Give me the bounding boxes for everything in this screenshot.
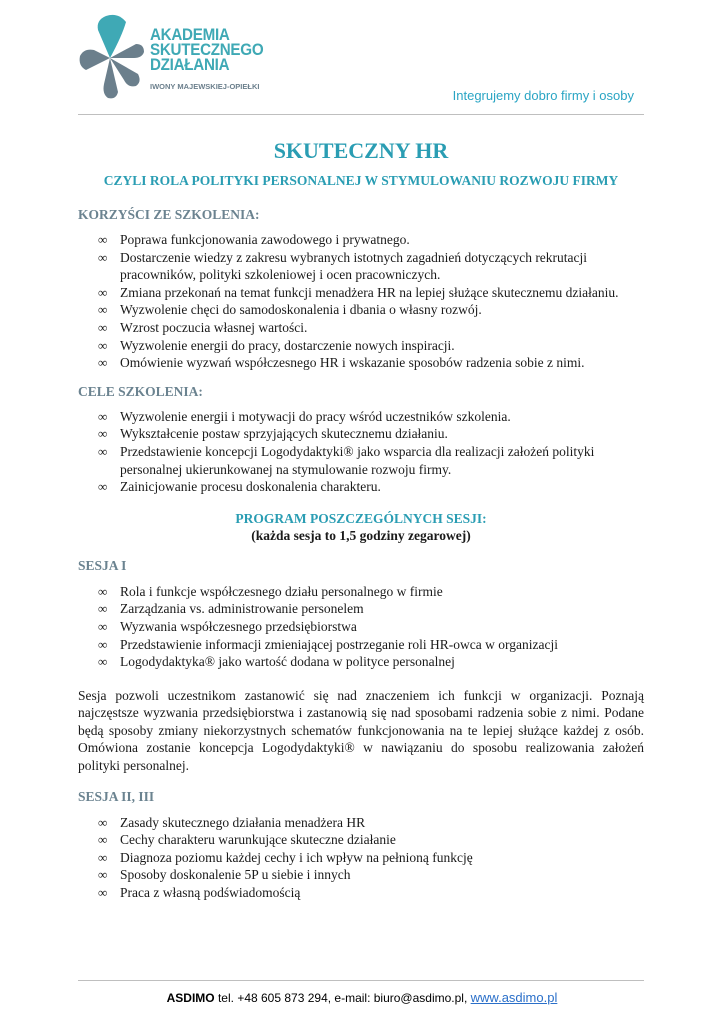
list-item-text: Diagnoza poziomu każdej cechy i ich wpływ na pełnioną funkcję [120,849,473,865]
akademia-logo-icon [78,10,148,105]
logo-title [150,28,263,73]
list-item-text: Wyzwolenie chęci do samodoskonalenia i dbania o własny rozwój. [120,302,482,318]
program-subheading: (każda sesja to 1,5 godziny zegarowej) [251,527,471,543]
list-item [78,443,644,478]
infinity-bullet-icon: ∞ [98,618,108,634]
list-item-text: Praca z własną podświadomością [120,885,301,901]
list-item [78,600,644,618]
sesja-2-3-list [78,814,644,902]
infinity-bullet-icon: ∞ [98,408,108,424]
list-item-text: Wyzwolenie energii i motywacji do pracy wśród uczestników szkolenia. [120,408,511,424]
section-heading-korzysci: KORZYŚCI ZE SZKOLENIA: [78,207,260,222]
infinity-bullet-icon: ∞ [98,426,108,442]
section-heading-sesja-1: SESJA I [78,557,127,573]
list-item [78,425,644,443]
list-item-text: Wzrost poczucia własnej wartości. [120,319,308,335]
infinity-bullet-icon: ∞ [98,284,108,300]
list-item [78,884,644,902]
list-item [78,319,644,337]
sesja-1-list [78,583,644,671]
list-item [78,831,644,849]
program-heading-block [78,510,644,544]
infinity-bullet-icon: ∞ [98,867,108,883]
footer-brand: ASDIMO [166,991,215,1005]
infinity-bullet-icon: ∞ [98,601,108,617]
main-content [78,136,644,902]
infinity-bullet-icon: ∞ [98,583,108,599]
list-item-text: Dostarczenie wiedzy z zakresu wybranych istotnych zagadnień dotyczących rekrutacji pracowników, polityki szkoleniowej i ocen pracowniczych. [120,249,588,283]
list-item [78,354,644,372]
program-heading: PROGRAM POSZCZEGÓLNYCH SESJI: [235,510,487,526]
list-item-text: Zainicjowanie procesu doskonalenia charakteru. [120,479,381,495]
infinity-bullet-icon: ∞ [98,443,108,459]
page-subtitle: CZYLI ROLA POLITYKI PERSONALNEJ W STYMULOWANIU ROZWOJU FIRMY [103,173,619,188]
footer-divider [78,980,644,981]
list-item-text: Logodydaktyka® jako wartość dodana w polityce personalnej [120,654,455,670]
list-item-text: Wykształcenie postaw sprzyjających skutecznemu działaniu. [120,426,448,442]
list-item-text: Przedstawienie koncepcji Logodydaktyki® jako wsparcia dla realizacji założeń polityki personalnej ukierunkowanej na stymulowanie rozwoju firmy. [120,443,595,477]
infinity-bullet-icon: ∞ [98,479,108,495]
list-item-text: Poprawa funkcjonowania zawodowego i prywatnego. [120,232,410,247]
logo-line-2: SKUTECZNEGO [150,41,264,59]
list-item [78,653,644,671]
infinity-bullet-icon: ∞ [98,636,108,652]
infinity-bullet-icon: ∞ [98,302,108,318]
footer-website-link[interactable]: www.asdimo.pl [470,990,558,1005]
list-item [78,301,644,319]
section-heading-cele: CELE SZKOLENIA: [78,383,203,399]
list-item-text: Przedstawienie informacji zmieniającej postrzeganie roli HR-owca w organizacji [120,636,558,652]
infinity-bullet-icon: ∞ [98,849,108,865]
page-header [0,0,724,125]
list-item [78,337,644,355]
list-item-text: Zarządzania vs. administrowanie personelem [120,601,364,617]
list-item [78,231,644,249]
list-item-text: Cechy charakteru warunkujące skuteczne działanie [120,832,396,848]
header-divider [78,114,644,115]
sesja-1-description: Sesja pozwoli uczestnikom zastanowić się nad znaczeniem ich funkcji w organizacji. Poznają najczęstsze wyzwania przedsiębiorstwa i zastanowią się nad sposobami radzenia sobie z nimi. Podane będą sposoby zmiany niekorzystnych schematów funkcjonowania na te lepiej służące każdej z osób. Omówiona zostanie koncepcja Logodydaktyki® w nawiązaniu do sposobu realizowania założeń polityki personalnej. [78,687,644,774]
list-item-text: Zmiana przekonań na temat funkcji menadżera HR na lepiej służące skutecznemu działaniu. [120,284,619,300]
logo-subtitle: IWONY MAJEWSKIEJ-OPIEŁKI [150,82,260,91]
page-title: SKUTECZNY HR [273,138,449,163]
list-item-text: Omówienie wyzwań współczesnego HR i wskazanie sposobów radzenia sobie z nimi. [120,355,585,371]
list-item [78,814,644,832]
infinity-bullet-icon: ∞ [98,832,108,848]
list-item-text: Zasady skutecznego działania menadżera HR [120,814,366,830]
list-item [78,866,644,884]
list-item [78,849,644,867]
list-item-text: Sposoby doskonalenie 5P u siebie i innych [120,867,351,883]
section-heading-sesja-2-3: SESJA II, III [78,788,155,804]
page-footer [0,990,724,1005]
logo-line-3: DZIAŁANIA [150,56,230,74]
korzysci-list [78,231,644,372]
list-item-text: Rola i funkcje współczesnego działu personalnego w firmie [120,583,443,599]
infinity-bullet-icon: ∞ [98,249,108,265]
infinity-bullet-icon: ∞ [98,319,108,335]
list-item [78,618,644,636]
list-item [78,478,644,496]
infinity-bullet-icon: ∞ [98,654,108,670]
infinity-bullet-icon: ∞ [98,885,108,901]
list-item-text: Wyzwolenie energii do pracy, dostarczenie nowych inspiracji. [120,337,455,353]
list-item [78,636,644,654]
logo-line-1: AKADEMIA [150,26,230,44]
footer-contact: tel. +48 605 873 294, e-mail: biuro@asdimo.pl, [214,991,471,1005]
list-item-text: Wyzwania współczesnego przedsiębiorstwa [120,618,357,634]
infinity-bullet-icon: ∞ [98,232,108,247]
infinity-bullet-icon: ∞ [98,355,108,371]
list-item [78,284,644,302]
cele-list [78,408,644,496]
infinity-bullet-icon: ∞ [98,814,108,830]
list-item [78,583,644,601]
tagline: Integrujemy dobro firmy i osoby [452,88,634,103]
list-item [78,408,644,426]
infinity-bullet-icon: ∞ [98,337,108,353]
list-item [78,249,644,284]
